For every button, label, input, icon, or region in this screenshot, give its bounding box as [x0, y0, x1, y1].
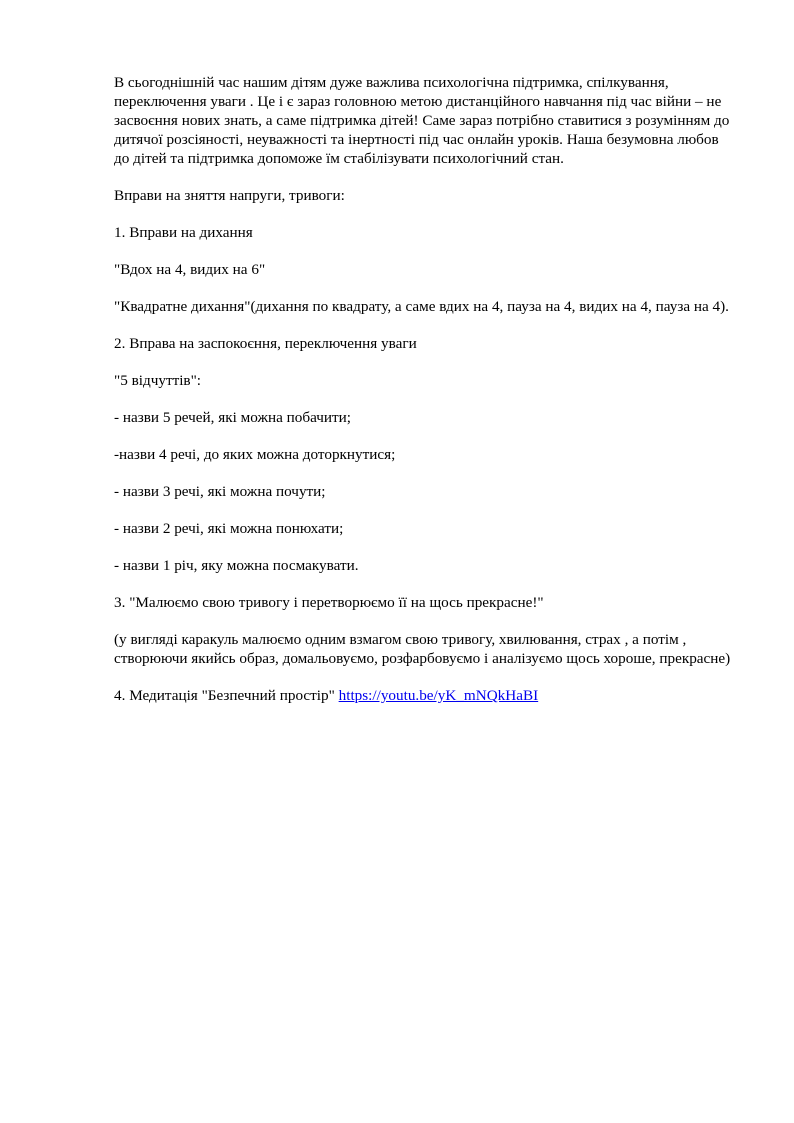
document-body: [114, 73, 734, 723]
item3-title: 3. "Малюємо свою тривогу і перетворюємо її на щось прекрасне!": [114, 594, 544, 611]
item4-line: [114, 686, 734, 705]
sense-item: - назви 5 речей, які можна побачити;: [114, 409, 351, 426]
sense-item: - назви 3 речі, які можна почути;: [114, 483, 326, 500]
exercises-heading: Вправи на зняття напруги, тривоги:: [114, 187, 345, 204]
item4-title: 4. Медитація "Безпечний простір": [114, 687, 335, 704]
meditation-link[interactable]: https://youtu.be/yK_mNQkHaBI: [338, 687, 539, 704]
item3-desc: (у вигляді каракуль малюємо одним взмагом свою тривогу, хвилювання, страх , а потім , створюючи якийсь образ, домальовуємо, розфарбовуємо і аналізуємо щось хороше, прекрасне): [114, 631, 731, 667]
item1-breath2: "Квадратне дихання"(дихання по квадрату, а саме вдих на 4, пауза на 4, видих на 4, пауза на 4).: [114, 298, 729, 315]
sense-item: - назви 1 річ, яку можна посмакувати.: [114, 557, 359, 574]
sense-item: - назви 2 речі, які можна понюхати;: [114, 520, 344, 537]
sense-item: -назви 4 речі, до яких можна доторкнутися;: [114, 446, 396, 463]
item1-breath1: "Вдох на 4, видих на 6": [114, 261, 266, 278]
item2-title: 2. Вправа на заспокоєння, переключення уваги: [114, 335, 417, 352]
intro-paragraph: В сьогоднішній час нашим дітям дуже важлива психологічна підтримка, спілкування, переключення уваги . Це і є зараз головною метою дистанційного навчання під час війни – не засвоєння нових знать, а саме підтримка дітей! Саме зараз потрібно ставитися з розумінням до дитячої розсіяності, неуважності та інертності під час онлайн уроків. Наша безумовна любов до дітей та підтримка допоможе їм стабілізувати психологічний стан.: [114, 74, 730, 167]
item2-name: "5 відчуттів":: [114, 372, 202, 389]
item1-title: 1. Вправи на дихання: [114, 224, 253, 241]
